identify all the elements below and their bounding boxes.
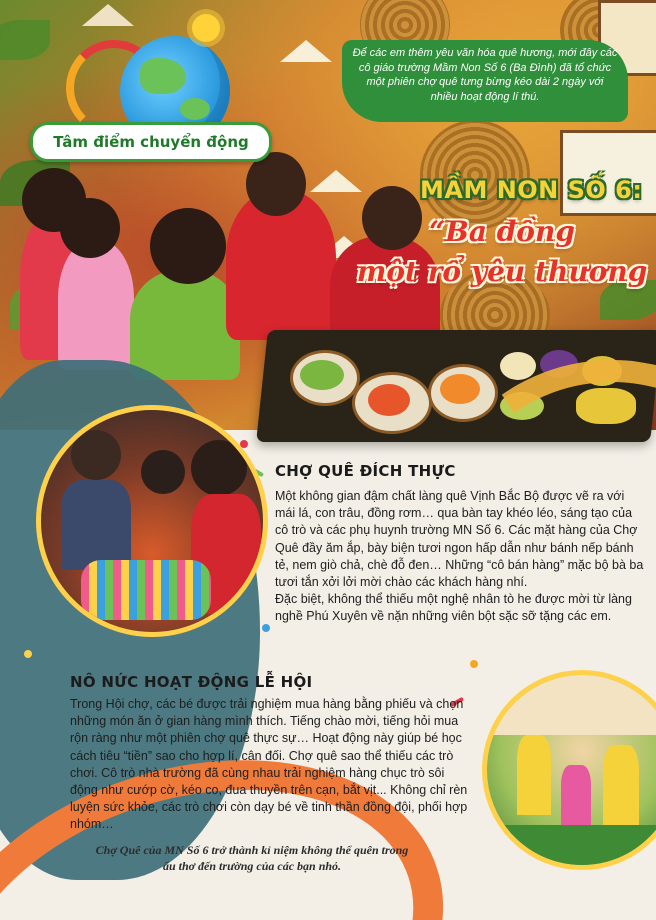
- article-title-quote: [348, 212, 656, 292]
- section-body-cho-que: [275, 488, 645, 626]
- confetti-dot: [470, 660, 478, 668]
- folk-games-photo: [482, 670, 656, 870]
- child-head: [141, 450, 185, 494]
- paragraph: Một không gian đậm chất làng quê Vịnh Bắc Bộ được vẽ ra với mái lá, con trâu, đồng rơm… qua bàn tay khéo léo, sáng tạo của cô trò và các phụ huynh trường MN Số 6. Các mặt hàng của Chợ Quê đầy ăm ắp, bày biện tươi ngon hấp dẫn như bánh nếp bánh tẻ, nem giò chả, chè đỗ đen… Những “cô bán hàng” mặc bộ bà ba tươi tắn xởi lởi mời chào các khách hàng nhí.: [275, 489, 644, 590]
- grass-field: [487, 825, 656, 865]
- confetti-dot: [262, 624, 270, 632]
- article-title-quote-line2: một rổ yêu thương: [356, 255, 648, 288]
- sun-icon: [192, 14, 220, 42]
- food-dish: [500, 352, 536, 380]
- conical-hat: [82, 4, 134, 26]
- children-toy-photo: [36, 405, 268, 637]
- child-yellow-costume: [603, 745, 639, 829]
- section-body-le-hoi: [70, 696, 468, 834]
- child-pink-dress: [58, 240, 134, 370]
- child-head: [150, 208, 226, 284]
- child-green-shirt: [130, 270, 240, 380]
- conical-hat: [280, 40, 332, 62]
- food-dish: [300, 360, 344, 390]
- child-head: [191, 440, 247, 496]
- confetti-dot: [24, 650, 32, 658]
- to-he-figurines: [81, 560, 211, 620]
- paragraph: Đặc biệt, không thể thiếu một nghệ nhân tò he được mời từ làng nghề Phú Xuyên về nặn những viên bột sặc sỡ tặng các em.: [275, 592, 632, 624]
- child-pink-costume: [561, 765, 591, 829]
- intro-text-box: Để các em thêm yêu văn hóa quê hương, mới đây các cô giáo trường Mầm Non Số 6 (Ba Đình) đã tổ chức một phiên chợ quê tưng bừng kéo dài 2 ngày với nhiều hoạt động lí thú.: [342, 40, 628, 122]
- food-dish: [368, 384, 410, 416]
- article-title-school: MẦM NON SỐ 6:: [420, 176, 643, 204]
- paragraph: Trong Hội chợ, các bé được trải nghiệm mua hàng bằng phiếu và chọn những món ăn ở gian hàng mình thích. Tiếng chào mời, tiếng hỏi mua rộn ràng như một phiên chợ quê thực sự… Hoạt động này giúp bé học cách tiêu “tiền” sao cho hợp lí, cân đối. Chợ quê sao thể thiếu các trò chơi. Cô trò nhà trường đã cùng nhau trải nghiệm hàng chục trò sôi động như cướp cờ, kéo co, đua thuyền trên cạn, bắt vịt... Không chỉ rèn luyện sức khỏe, các trò chơi còn dạy bé về tinh thần đồng đội, phối hợp nhóm…: [70, 697, 468, 832]
- closing-note: Chợ Quê của MN Số 6 trở thành kỉ niệm không thể quên trong ấu thơ đến trường của các bạn nhỏ.: [95, 843, 409, 873]
- food-dish: [440, 374, 480, 404]
- child-yellow-costume: [517, 735, 551, 815]
- school-building: [487, 675, 656, 735]
- section-title-le-hoi: NÔ NỨC HOẠT ĐỘNG LỄ HỘI: [70, 673, 313, 691]
- section-title-cho-que: CHỢ QUÊ ĐÍCH THỰC: [275, 462, 456, 480]
- child-head: [71, 430, 121, 480]
- section-badge: Tâm điểm chuyển động: [30, 122, 272, 162]
- article-title-quote-line1: “Ba đồng: [429, 215, 575, 248]
- leaf-decoration: [0, 20, 50, 60]
- conical-hat: [310, 170, 362, 192]
- child-body: [61, 480, 131, 570]
- child-head: [60, 198, 120, 258]
